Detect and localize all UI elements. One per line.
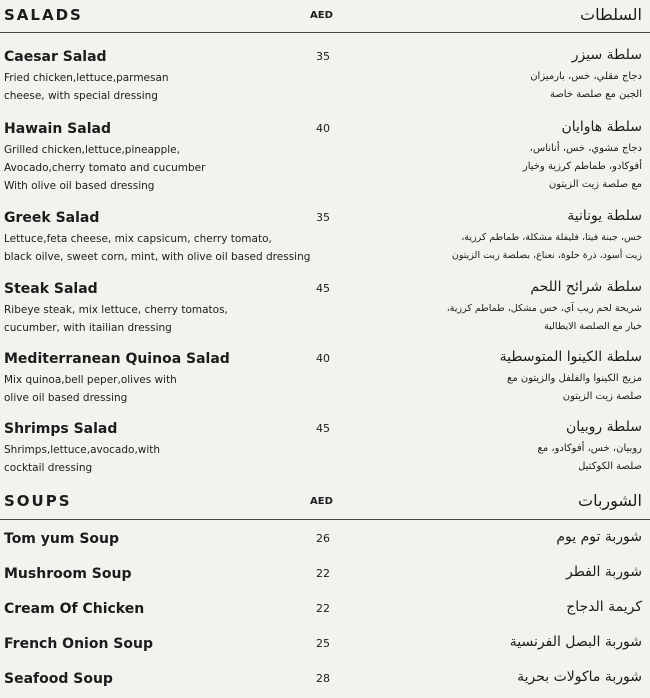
item-description: Ribeye steak, mix lettuce, cherry tomatos, cucumber, with itailian dressing bbox=[4, 304, 228, 334]
item-description-ar: روبيان، خس، أفوكادو، مع صلصة الكوكتيل bbox=[537, 443, 642, 472]
item-name-ar: سلطة الكينوا المتوسطية bbox=[499, 349, 642, 365]
item-name: Hawain Salad bbox=[4, 121, 111, 137]
soups-divider bbox=[0, 519, 650, 520]
item-name: Mediterranean Quinoa Salad bbox=[4, 351, 230, 367]
item-name: Greek Salad bbox=[4, 210, 100, 226]
item-price: 40 bbox=[316, 352, 330, 365]
item-name-ar: سلطة روبيان bbox=[566, 419, 642, 435]
item-price: 25 bbox=[316, 637, 330, 650]
item-name-ar: شوربة توم يوم bbox=[556, 529, 642, 545]
item-price: 45 bbox=[316, 422, 330, 435]
item-name-ar: شوربة البصل الفرنسية bbox=[509, 634, 642, 650]
item-price: 22 bbox=[316, 602, 330, 615]
item-name-ar: سلطة سيزر bbox=[571, 47, 642, 63]
item-description: Mix quinoa,bell peper,olives with olive oil based dressing bbox=[4, 374, 177, 404]
item-description: Grilled chicken,lettuce,pineapple, Avocado,cherry tomato and cucumber With olive oil based dressing bbox=[4, 144, 206, 192]
salads-title-ar: السلطات bbox=[580, 5, 642, 24]
item-description: Shrimps,lettuce,avocado,with cocktail dressing bbox=[4, 444, 161, 474]
item-price: 26 bbox=[316, 532, 330, 545]
item-name-ar: شوربة الفطر bbox=[565, 564, 642, 580]
item-name: Seafood Soup bbox=[4, 671, 113, 687]
item-price: 40 bbox=[316, 122, 330, 135]
item-price: 45 bbox=[316, 282, 330, 295]
salads-title: SALADS bbox=[4, 6, 83, 24]
item-description-ar: دجاج مقلي، خس، بارميزان الجبن مع صلصة خاصة bbox=[530, 71, 642, 100]
item-description: Lettuce,feta cheese, mix capsicum, cherry tomato, black oilve, sweet corn, mint, with olive oil based dressing bbox=[4, 233, 311, 263]
soups-currency: AED bbox=[310, 496, 333, 507]
item-description-ar: شريحة لحم ريب آي، خس مشكل، طماطم كرزية، خيار مع الصلصة الايطالية bbox=[446, 303, 642, 332]
item-name-ar: كريمة الدجاج bbox=[566, 599, 642, 615]
item-name: French Onion Soup bbox=[4, 636, 153, 652]
item-description: Fried chicken,lettuce,parmesan cheese, with special dressing bbox=[4, 72, 169, 102]
item-name-ar: سلطة يونانية bbox=[567, 208, 642, 224]
item-name: Mushroom Soup bbox=[4, 566, 132, 582]
item-name: Shrimps Salad bbox=[4, 421, 118, 437]
item-name-ar: سلطة هاوايان bbox=[561, 119, 642, 135]
item-name-ar: سلطة شرائح اللحم bbox=[530, 279, 642, 295]
item-name: Steak Salad bbox=[4, 281, 98, 297]
item-name: Tom yum Soup bbox=[4, 531, 120, 547]
item-description-ar: دجاج مشوي، خس، أناناس، أفوكادو، طماطم كرزية وخيار مع صلصة زيت الزيتون bbox=[522, 143, 642, 190]
salads-currency: AED bbox=[310, 10, 333, 21]
item-description-ar: مزيج الكينوا والفلفل والزيتون مع صلصة زيت الزيتون bbox=[507, 373, 642, 402]
item-name-ar: شوربة ماكولات بحرية bbox=[517, 669, 642, 685]
item-description-ar: خس، جبنة فيتا، فليفلة مشكلة، طماطم كرزية، زيت أسود، ذرة حلوة، نعناع، بصلصة زيت الزيتون bbox=[451, 232, 642, 261]
soups-header bbox=[0, 490, 650, 520]
item-price: 22 bbox=[316, 567, 330, 580]
soups-title: SOUPS bbox=[4, 492, 72, 510]
salads-header bbox=[0, 4, 650, 34]
salads-divider bbox=[0, 32, 650, 33]
item-name: Caesar Salad bbox=[4, 49, 107, 65]
item-price: 35 bbox=[316, 211, 330, 224]
soups-title-ar: الشوربات bbox=[578, 491, 642, 510]
item-price: 35 bbox=[316, 50, 330, 63]
item-name: Cream Of Chicken bbox=[4, 601, 145, 617]
item-price: 28 bbox=[316, 672, 330, 685]
